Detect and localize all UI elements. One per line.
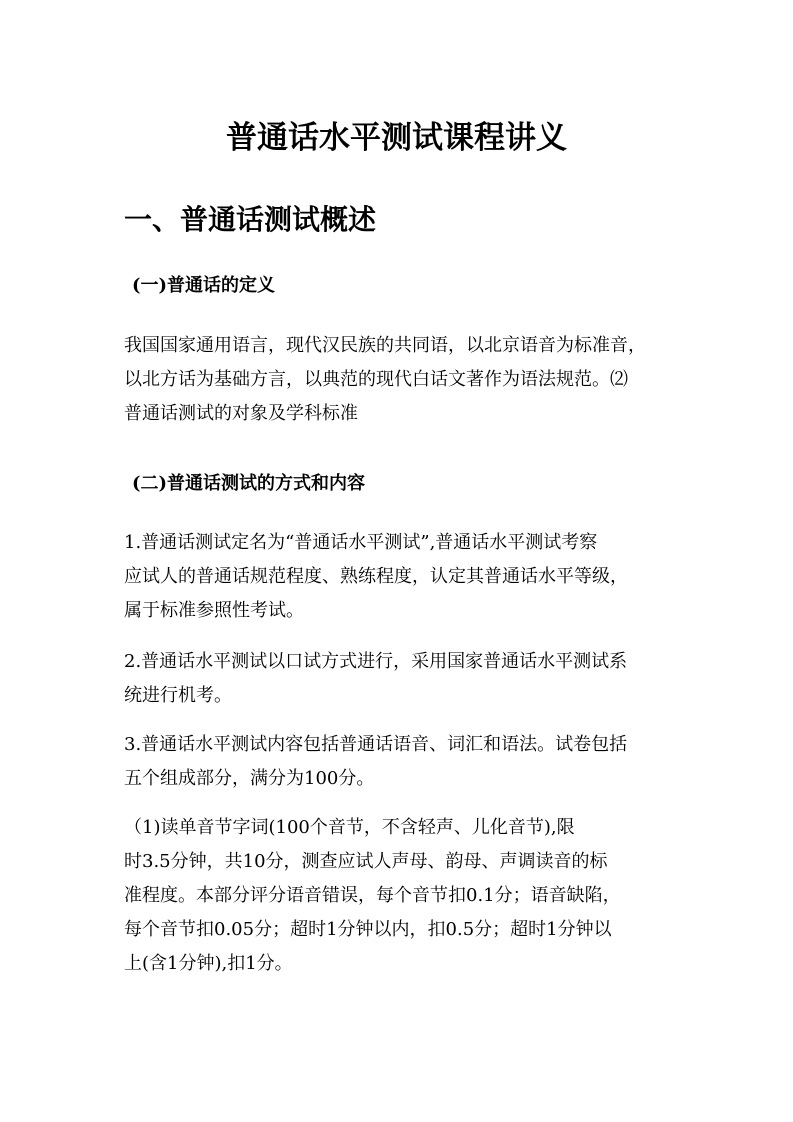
- paragraph-line: 时3.5分钟，共10分，测查应试人声母、韵母、声调读音的标: [124, 851, 608, 872]
- paragraph-line: 每个音节扣0.05分；超时1分钟以内，扣0.5分；超时1分钟以: [124, 919, 612, 940]
- definition-paragraph: [124, 329, 672, 431]
- paragraph-line: 普通话测试的对象及学科标准: [124, 403, 358, 424]
- paragraph-line: 以北方话为基础方言，以典范的现代白话文著作为语法规范。⑵: [124, 369, 628, 390]
- paragraph-line: 准程度。本部分评分语音错误，每个音节扣0.1分；语音缺陷，: [124, 885, 621, 906]
- paragraph-line: 3.普通话水平测试内容包括普通话语音、词汇和语法。试卷包括: [124, 734, 628, 755]
- list-item-3: [124, 728, 672, 796]
- paragraph-line: 上(含1分钟),扣1分。: [124, 953, 293, 974]
- document-title: 普通话水平测试课程讲义: [226, 120, 567, 156]
- paragraph-line: 我国国家通用语言，现代汉民族的共同语，以北京语音为标准音，: [124, 335, 646, 356]
- subsection-heading-method-content: (二)普通话测试的方式和内容: [132, 473, 366, 494]
- list-item-1: [124, 526, 672, 628]
- paragraph-line: 2.普通话水平测试以口试方式进行，采用国家普通话水平测试系: [124, 651, 628, 672]
- subsection-heading-definition: (一)普通话的定义: [132, 275, 276, 296]
- paragraph-line: （1)读单音节字词(100个音节，不含轻声、儿化音节),限: [124, 817, 575, 838]
- list-item-2: [124, 645, 672, 713]
- paragraph-line: 属于标准参照性考试。: [124, 600, 304, 621]
- paragraph-line: 统进行机考。: [124, 685, 232, 706]
- paragraph-line: 应试人的普通话规范程度、熟练程度，认定其普通话水平等级，: [124, 566, 628, 587]
- paragraph-line: 五个组成部分，满分为100分。: [124, 768, 375, 789]
- section-heading-overview: 一、普通话测试概述: [124, 203, 377, 236]
- list-item-3-1: [124, 811, 672, 981]
- paragraph-line: 1.普通话测试定名为“普通话水平测试”,普通话水平测试考察: [124, 532, 598, 553]
